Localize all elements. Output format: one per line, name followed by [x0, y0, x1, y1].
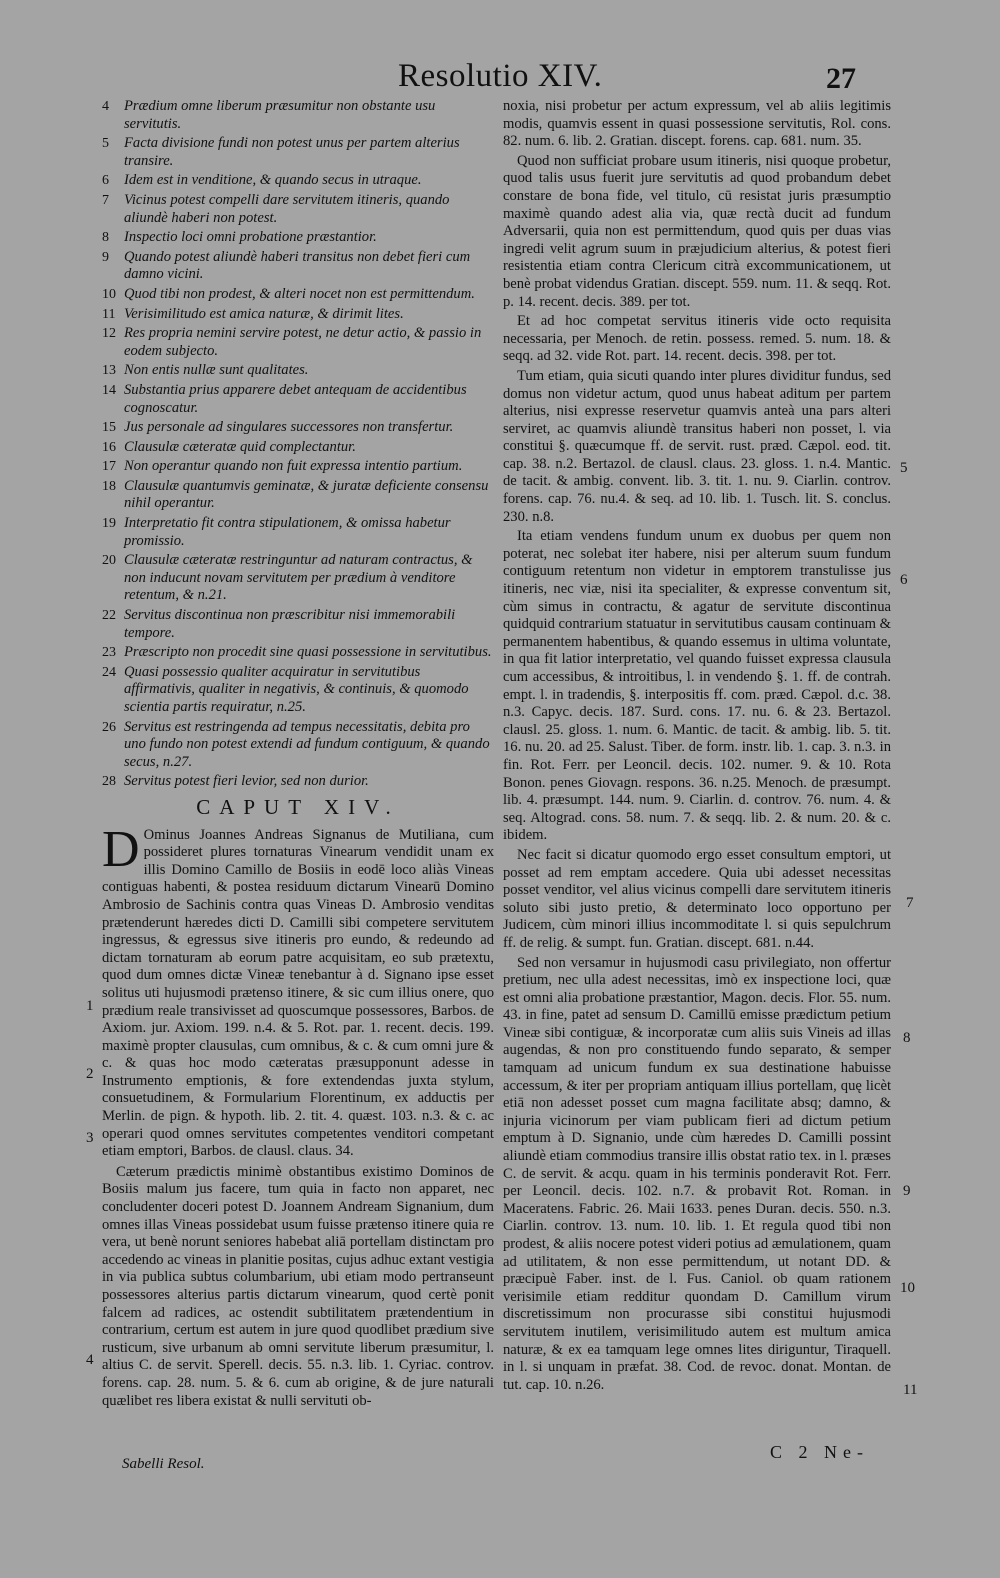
- summary-number: 5: [102, 136, 109, 152]
- summary-number: 26: [102, 719, 116, 735]
- summary-number: 7: [102, 192, 109, 208]
- margin-number-left: 3: [86, 1130, 94, 1146]
- summary-item: [102, 362, 494, 380]
- running-title: Resolutio XIV.: [398, 58, 603, 94]
- paragraph-text: Ominus Joannes Andreas Signanus de Mutiliana, cum possideret plures tornaturas Vinearum vendidit unam ex illis Domino Camillo de Bosiis in eodē loco aliàs Vineas contiguas habenti, & postea residuum dictarum Vinearū Domino Ambrosio de Sachinis contra quas Vineas D. Ambrosio venditas prætenderunt hæredes dicti D. Camilli sibi competere servitutem ingressus, & egressus sive itineris pro eundo, & redeundo ad dictam tornaturam ab eorum patre acquisitam, eo sub prætextu, quod dum omnes dictæ Vineæ tenebantur à d. Signano ipse esset solitus uti hujusmodi prætenso itinere, & sic cum illius onere, quo prædium reale transivisset ad quoscumque possessores, Barbos. de Axiom. jur. Axiom. 199. n.4. & 5. Rot. par. 1. recent. decis. 199. maximè propter clausulas, cum omnibus, & c. & cum omni jure & c. & quas hoc modo cæteratas præsupponunt adesse in Instrumento emptionis, & fore extendendas juxta stylum, consuetudinem, & Formularium Florentinum, ex adductis per Merlin. de pign. & hypoth. lib. 2. tit. 4. quæst. 103. n.3. & c. ac operari quod omnes servitutes competentes venditori competant etiam emptori, Barbos. de clausl. claus. 34.: [102, 826, 494, 1160]
- summary-number: 16: [102, 439, 116, 455]
- body-paragraph: [102, 1164, 494, 1410]
- summary-text: Idem est in venditione, & quando secus in utraque.: [124, 172, 422, 189]
- summary-number: 6: [102, 173, 109, 189]
- summary-item: [102, 192, 494, 227]
- summary-item: [102, 306, 494, 324]
- summary-number: 22: [102, 608, 116, 624]
- body-paragraph: Nec facit si dicatur quomodo ergo esset consultum emptori, ut posset ad rem emptam accedere. Quia ubi adesset necessitas posset venditor, vel alius vicinus compelli dare servitutem itineris soluto sibi justo pretio, & determinato loco opportuno per Judicem, cùm minori illius incommoditate l. si quis sepulchrum ff. de relig. & sumpt. fun. Gratian. discept. 681. n.44.: [503, 846, 891, 951]
- summary-number: 13: [102, 363, 116, 379]
- body-paragraph: Sed non versamur in hujusmodi casu privilegiato, non offertur pretium, nec ulla adest necessitas, imò ex inspectione loci, quæ est omni alia probatione præstantior, Magon. decis. Flor. 55. num. 43. in fine, patet ad sensum D. Camillū emisse prædictum petium Vineæ sibi contiguæ, & incorporatæ cum aliis suis Vineis ad illas augendas, & non pro constituendo fundo separato, & semper tamquam ad unicum fundum ex sua destinatione habuisse accessum, & iter per propriam antiquam illius portellam, quę licèt etiā non adesset posset cum magna facilitate absq; damno, & injuria vicinorum per viam publicam fieri ad dictum petium emptum à D. Signanio, unde cùm hæredes D. Camilli possint aliundè etiam commodius transire illis obstat ratio tex. in l. præses C. de servit. & acqu. quam in his terminis ponderavit Rot. Ferr. per Leoncil. decis. 102. n.7. & probavit Rot. Roman. in Maceratens. Fabric. 26. Maii 1633. penes Duran. decis. 550. n.3. Ciarlin. controv. 13. num. 10. lib. 1. Et regula quod tibi non prodest, & aliis nocere potest videri potius ad æmulationem, quam ad utilitatem, & non esse permittendum, ut notant DD. & præcipuè Faber. inst. de l. Fus. Caniol. ob quam rationem verisimile etiam redditur quondam D. Camillum virum discretissimum non procurasse sibi constitui hujusmodi servitutem inutilem, verisimilitudo autem est multum amica naturæ, & ex ea tamquam lege omnes lites diriguntur, Tiraquell. in l. si unquam in præfat. 38. Cod. de revoc. donat. Montan. de tut. cap. 10. n.26.: [503, 954, 891, 1393]
- summary-text: Verisimilitudo est amica naturæ, & dirimit lites.: [124, 305, 404, 322]
- summary-number: 10: [102, 286, 116, 302]
- summary-text: Res propria nemini servire potest, ne detur actio, & passio in eodem subjecto.: [124, 325, 482, 359]
- summary-text: Interpretatio fit contra stipulationem, & omissa habetur promissio.: [124, 515, 451, 549]
- summary-item: [102, 439, 494, 457]
- summary-text: Quando potest aliundè haberi transitus non debet fieri cum damno vicini.: [124, 248, 471, 283]
- margin-number-right: 5: [900, 460, 908, 476]
- summary-text: Præscripto non procedit sine quasi possessione in servitutibus.: [124, 644, 492, 661]
- catchword: C 2 Ne-: [770, 1442, 869, 1462]
- summary-item: [102, 478, 494, 513]
- summary-number: 4: [102, 99, 109, 114]
- right-body: [503, 98, 891, 1394]
- margin-number-right: 11: [903, 1382, 918, 1398]
- summary-number: 15: [102, 420, 116, 436]
- summary-item: [102, 325, 494, 360]
- body-paragraph: [102, 820, 494, 1161]
- summary-text: Prædium omne liberum præsumitur non obstante usu servitutis.: [124, 98, 436, 132]
- summary-item: [102, 664, 494, 717]
- summary-text: Clausulæ cæteratæ quid complectantur.: [124, 438, 356, 455]
- summary-number: 19: [102, 516, 116, 532]
- summary-item: [102, 773, 494, 791]
- summary-item: [102, 515, 494, 550]
- summaria-list: [102, 98, 494, 791]
- summary-number: 20: [102, 553, 116, 569]
- page-number: 27: [826, 62, 856, 95]
- summary-number: 24: [102, 664, 116, 680]
- summary-item: [102, 286, 494, 304]
- body-paragraph: Tum etiam, quia sicuti quando inter plures dividitur fundus, sed domus non videtur actum, quod unus habeat aditum per partem alterius, nisi expresse reservetur quamvis anteà una pars alteri serviret, ac quamvis aliundè transitus haberi non posset, l. via constitui §. quæcumque ff. de servit. rust. præd. Cæpol. eod. tit. cap. 38. n.2. Bertazol. de clausl. claus. 23. gloss. 1. n.4. Mantic. de tacit. & ambig. convent. lib. 3. tit. 1. nu. 9. Ciarlin. controv. forens. cap. 76. nu.4. & seq. ad 10. lib. 1. Tusch. lit. S. conclus. 230. n.8.: [503, 367, 891, 525]
- summary-text: Quasi possessio qualiter acquiratur in servitutibus affirmativis, qualiter in negativis, & continuis, & quomodo scientia partis requiratur, n.25.: [124, 663, 469, 715]
- summary-item: [102, 552, 494, 605]
- summary-item: [102, 249, 494, 284]
- body-paragraph: Ita etiam vendens fundum unum ex duobus per quem non poterat, nec solebat iter habere, nisi per alterum suum fundum contiguum retentum non videtur in emptorem transtulisse jus itineris, nec viæ, nisi ita specialiter, & expresse conventum sit, cùm simus in contractu, & agatur de servitute discontinua quidquid contrarium statuatur in servitutibus causam continuam & permanentem habentibus, & quando essemus in ultima voluntate, in qua fit latior interpretatio, vel quando fuisset expressa clausula cum accessibus, & introitibus, l. in vendendo §. 1. ff. de contrah. empt. l. in tradendis, §. interpositis ff. com. præd. Cæpol. d.c. 38. n.3. Capyc. decis. 187. Surd. cons. 17. nu. 6. & 23. Bertazol. clausl. 25. gloss. 1. num. 6. Mantic. de tacit. & ambig. lib. 5. tit. 16. nu. 20. ad 25. Salust. Tiber. de form. instr. lib. 1. cap. 3. n.3. in fin. Rot. Ferr. per Leoncil. decis. 102. numer. 9. & 10. Rota Bonon. penes Giovagn. respons. 36. n.25. Menoch. de præsumpt. lib. 4. præsumpt. 144. num. 9. Ciarlin. d. controv. 76. num. 4. & seq. Altograd. cons. 58. num. 7. & seqq. lib. 2. & num. 20. & c. ibidem.: [503, 528, 891, 844]
- summary-item: [102, 458, 494, 476]
- left-body: [102, 820, 494, 1411]
- margin-number-left: 1: [86, 998, 94, 1014]
- summary-text: Non entis nullæ sunt qualitates.: [124, 362, 309, 379]
- summary-number: 14: [102, 382, 116, 398]
- drop-cap: D: [102, 820, 140, 878]
- summary-number: 8: [102, 230, 109, 246]
- summary-number: 9: [102, 249, 109, 265]
- body-paragraph: Quod non sufficiat probare usum itineris, nisi quoque probetur, quod talis usus fuerit jure servitutis ad quod probandum debet constare de bona fide, vel titulo, cū resistat juris præsumptio maximè quando adest alia via, quæ rectà ducit ad fundum Adversarii, quia non est permittendum, quod quis per duas vias ingredi velit agrum suum in præjudicium alterius, & potest fieri resistentia etiam contra Clericum citrà excommunicationem, ut benè probat videndus Gratian. discept. 559. num. 11. & seqq. Rot. p. 14. recent. decis. 389. per tot.: [503, 152, 891, 310]
- summary-number: 17: [102, 459, 116, 475]
- summary-text: Clausulæ cæteratæ restringuntur ad naturam contractus, & non inducunt novam servitutem per prædium à venditore retentum, & n.21.: [124, 552, 473, 604]
- margin-number-right: 10: [900, 1280, 915, 1296]
- summary-item: [102, 719, 494, 772]
- summary-text: Substantia prius apparere debet antequam de accidentibus cognoscatur.: [124, 381, 467, 416]
- summary-number: 18: [102, 478, 116, 494]
- chapter-heading: CAPUT XIV.: [196, 794, 400, 819]
- summary-text: Inspectio loci omni probatione præstantior.: [124, 229, 377, 246]
- right-column: [503, 98, 891, 1396]
- summary-text: Clausulæ quantumvis geminatæ, & juratæ deficiente consensu nihil operantur.: [124, 477, 489, 512]
- summary-text: Vicinus potest compelli dare servitutem itineris, quando aliundè haberi non potest.: [124, 191, 450, 226]
- margin-number-right: 8: [903, 1030, 911, 1046]
- summary-item: [102, 135, 494, 170]
- margin-number-right: 7: [906, 895, 914, 911]
- body-paragraph: Et ad hoc competat servitus itineris vide octo requisita necessaria, per Menoch. de retin. possess. remed. 5. num. 18. & seqq. ad 32. vide Rot. part. 14. recent. decis. 398. per tot.: [503, 313, 891, 365]
- margin-number-right: 9: [903, 1183, 911, 1199]
- summary-text: Servitus discontinua non præscribitur nisi immemorabili tempore.: [124, 607, 456, 641]
- summary-item: [102, 607, 494, 642]
- summary-number: 23: [102, 645, 116, 661]
- margin-number-left: 2: [86, 1066, 94, 1082]
- summary-text: Facta divisione fundi non potest unus per partem alterius transire.: [124, 135, 460, 169]
- signature-mark: Sabelli Resol.: [122, 1456, 205, 1472]
- page-header: [0, 58, 1000, 98]
- paragraph-text: Cæterum prædictis minimè obstantibus existimo Dominos de Bosiis malum jus facere, tum quia in facto non apparet, nec concludenter doceri potest D. Joannem Andream Signanium, dum omnes illas Vineas possidebat usum fuisse prætenso itinere quia re vera, ut benè norunt seniores habebat aliā portellam distinctam pro accedendo ac vineas in planitie positas, cujus adhuc extant vestigia in via publica subtus columbarium, ubi etiam modo pertranseunt possessores alterius partis dictarum vinearum, quod certè ponit falcem ad radices, ac ostendit subtilitatem prætendentium in contrarium, certum est autem in jure quod quodlibet prædium sive rusticum, sive urbanum ab omni servitute liberum præsumitur, l. altius C. de servit. Sperell. decis. 55. n.3. lib. 1. Cyriac. controv. forens. cap. 28. num. 5. & 6. cum ab origine, & de jure naturali quælibet res libera existat & nulli servituti ob-: [102, 1163, 494, 1409]
- summary-item: [102, 644, 494, 662]
- summary-text: Non operantur quando non fuit expressa intentio partium.: [124, 458, 463, 475]
- summary-item: [102, 382, 494, 417]
- summary-text: Jus personale ad singulares successores non transfertur.: [124, 419, 454, 436]
- summary-item: [102, 98, 494, 133]
- left-column: [102, 98, 494, 1413]
- summary-item: [102, 419, 494, 437]
- summary-number: 28: [102, 774, 116, 790]
- summary-text: Quod tibi non prodest, & alteri nocet non est permittendum.: [124, 285, 475, 302]
- body-paragraph: noxia, nisi probetur per actum expressum, vel ab aliis legitimis modis, quamvis essent in quasi possessione servitutis, Rol. cons. 82. num. 6. lib. 2. Gratian. discept. forens. cap. 681. num. 35.: [503, 98, 891, 150]
- margin-number-left: 4: [86, 1352, 94, 1368]
- margin-number-right: 6: [900, 572, 908, 588]
- summary-item: [102, 172, 494, 190]
- summary-text: Servitus est restringenda ad tempus necessitatis, debita pro uno fundo non potest extendi ad fundum contiguum, & quando secus, n.27.: [124, 718, 490, 770]
- summary-text: Servitus potest fieri levior, sed non durior.: [124, 773, 369, 790]
- summary-number: 11: [102, 306, 116, 322]
- summary-number: 12: [102, 326, 116, 342]
- summary-item: [102, 229, 494, 247]
